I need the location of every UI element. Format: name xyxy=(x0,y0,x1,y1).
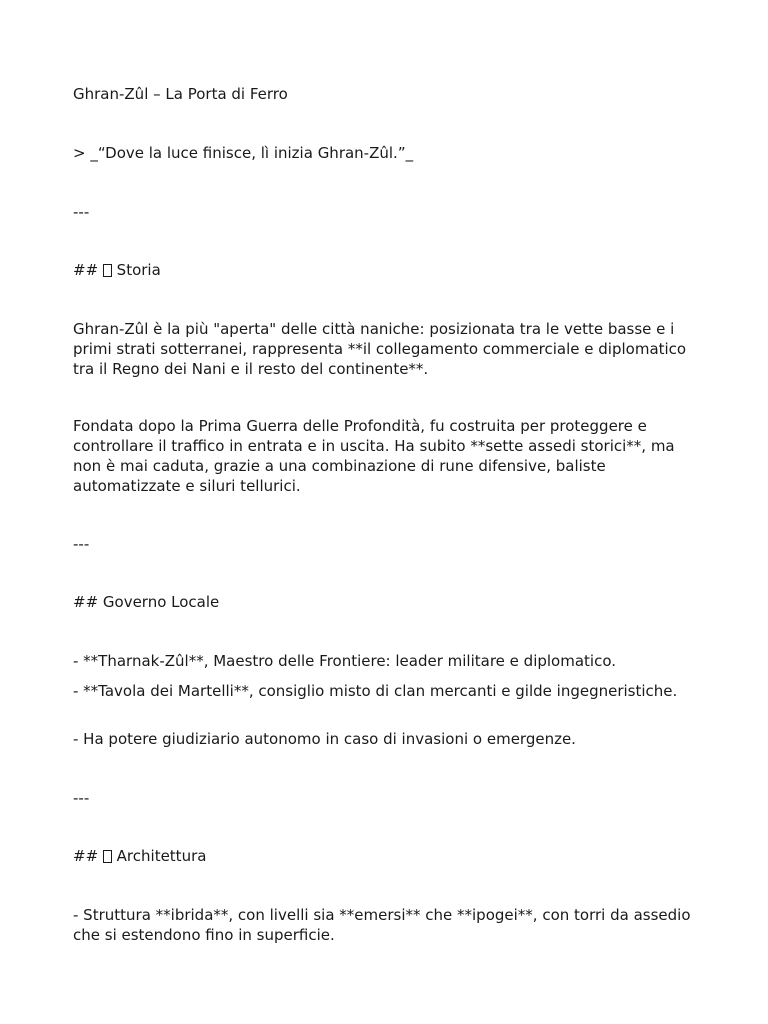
missing-glyph-icon xyxy=(103,850,112,863)
list-item-governo-1: - **Tharnak-Zûl**, Maestro delle Frontiere: leader militare e diplomatico. xyxy=(73,652,617,670)
storia-paragraph-2: Fondata dopo la Prima Guerra delle Profondità, fu costruita per proteggere e controllare il traffico in entrata e in uscita. Ha subito **sette assedi storici**, ma non è mai caduta, grazie a una combinazione di rune difensive, baliste automatizzate e siluri tellurici. xyxy=(73,417,675,495)
separator: --- xyxy=(73,789,90,807)
list-item-governo-3: - Ha potere giudiziario autonomo in caso di invasioni o emergenze. xyxy=(73,730,576,748)
heading-storia xyxy=(73,260,703,280)
storia-paragraph-1: Ghran-Zûl è la più "aperta" delle città naniche: posizionata tra le vette basse e i primi strati sotterranei, rappresenta **il collegamento commerciale e diplomatico tra il Regno dei Nani e il resto del continente**. xyxy=(73,320,687,378)
separator: --- xyxy=(73,535,90,553)
missing-glyph-icon xyxy=(103,264,112,277)
heading-marker: ## xyxy=(73,847,103,865)
list-item-architettura-1: - Struttura **ibrida**, con livelli sia **emersi** che **ipogei**, con torri da assedio che si estendono fino in superficie. xyxy=(73,906,691,944)
document-title: Ghran-Zûl – La Porta di Ferro xyxy=(73,85,288,103)
heading-architettura-label: Architettura xyxy=(111,847,207,865)
list-item-governo-2: - **Tavola dei Martelli**, consiglio misto di clan mercanti e gilde ingegneristiche. xyxy=(73,682,678,700)
heading-marker: ## xyxy=(73,261,103,279)
epigraph-quote: > _“Dove la luce finisce, lì inizia Ghran-Zûl.”_ xyxy=(73,144,414,162)
heading-governo: ## Governo Locale xyxy=(73,593,220,611)
separator: --- xyxy=(73,203,90,221)
heading-storia-label: Storia xyxy=(111,261,161,279)
heading-architettura xyxy=(73,846,703,866)
